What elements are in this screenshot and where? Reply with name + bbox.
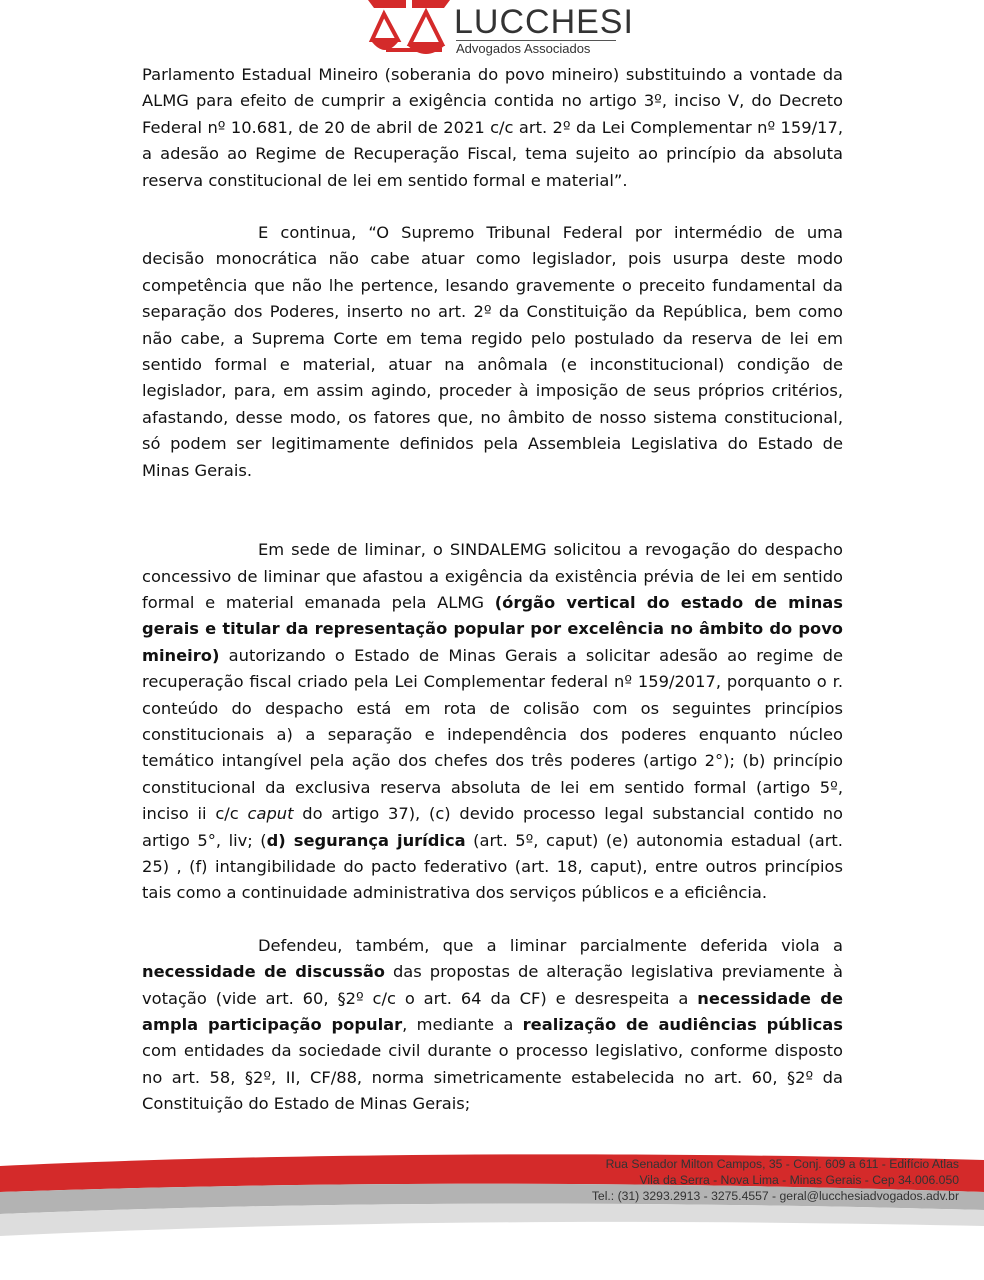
paragraph-4 (142, 933, 843, 1118)
footer-address-line-1: Rua Senador Milton Campos, 35 - Conj. 609 a 611 - Edifício Atlas (605, 1157, 959, 1171)
paragraph-1 (142, 62, 843, 194)
logo-subtitle: Advogados Associados (456, 40, 616, 56)
paragraph-3-italic-1: caput (247, 804, 294, 824)
document-body (142, 62, 843, 1118)
logo-wordmark: LUCCHESI (454, 3, 634, 41)
paragraph-4-bold-2: necessidade de ampla participação popular (142, 988, 843, 1034)
paragraph-3-bold-1: (órgão vertical do estado de minas gerais e titular da representação popular por excelência no âmbito do povo mineiro) (142, 592, 843, 665)
paragraph-2 (142, 220, 843, 484)
paragraph-3 (142, 537, 843, 907)
paragraph-2-text: E continua, “O Supremo Tribunal Federal por intermédio de uma decisão monocrática não cabe atuar como legislador, pois usurpa deste modo competência que não lhe pertence, lesando gravemente o preceito fundamental da separação dos Poderes, inserto no art. 2º da Constituição da República, bem como não cabe, a Suprema Corte em tema regido pelo postulado da reserva de lei em sentido formal e material, atuar na anômala (e inconstitucional) condição de legislador, para, em assim agindo, proceder à imposição de seus próprios critérios, afastando, desse modo, os fatores que, no âmbito de nosso sistema constitucional, só podem ser legitimamente definidos pela Assembleia Legislativa do Estado de Minas Gerais. (142, 223, 843, 480)
paragraph-3-text-3: do artigo 37), (c) devido processo legal substancial contido no artigo 5°, liv; ( (142, 804, 843, 850)
paragraph-3-text-4: (art. 5º, caput) (e) autonomia estadual (art. 25) , (f) intangibilidade do pacto federativo (art. 18, caput), entre outros princípios tais como a continuidade administrativa dos serviços públicos e a eficiência. (142, 830, 843, 903)
paragraph-4-text-2: das propostas de alteração legislativa previamente à votação (vide art. 60, §2º c/c o art. 64 da CF) e desrespeita a (142, 962, 843, 1008)
paragraph-4-text-4: com entidades da sociedade civil durante o processo legislativo, conforme disposto no art. 58, §2º, II, CF/88, norma simetricamente estabelecida no art. 60, §2º da Constituição do Estado de Minas Gerais; (142, 1041, 843, 1114)
paragraph-3-text-2: autorizando o Estado de Minas Gerais a solicitar adesão ao regime de recuperação fiscal criado pela Lei Complementar federal nº 159/2017, porquanto o r. conteúdo do despacho está em rota de colisão com os seguintes princípios constitucionais a) a separação e independência dos poderes enquanto núcleo temático intangível pela ação dos chefes dos três poderes (artigo 2°); (b) princípio constitucional da exclusiva reserva absoluta de lei em sentido formal (artigo 5º, inciso ii c/c (142, 645, 843, 824)
paragraph-4-bold-1: necessidade de discussão (142, 962, 385, 982)
footer-address (592, 1156, 959, 1204)
footer-contact-line: Tel.: (31) 3293.2913 - 3275.4557 - geral@lucchesiadvogados.adv.br (591, 1189, 959, 1203)
footer-address-line-2: Vila da Serra - Nova Lima - Minas Gerais - Cep 34.006.050 (639, 1173, 959, 1187)
paragraph-4-bold-3: realização de audiências públicas (522, 1015, 843, 1034)
company-logo (366, 0, 634, 60)
scales-of-justice-logo-icon (366, 0, 452, 58)
letterhead-header (0, 0, 984, 62)
paragraph-4-text: Defendeu, também, que a liminar parcialmente deferida viola a (258, 935, 843, 955)
paragraph-3-bold-2: d) segurança jurídica (266, 830, 466, 850)
paragraph-4-text-3: , mediante a (402, 1015, 523, 1034)
paragraph-3-text: Em sede de liminar, o SINDALEMG solicitou a revogação do despacho concessivo de liminar que afastou a exigência da existência prévia de lei em sentido formal e material emanada pela ALMG (142, 540, 843, 612)
paragraph-1-text: Parlamento Estadual Mineiro (soberania do povo mineiro) substituindo a vontade da ALMG para efeito de cumprir a exigência contida no artigo 3º, inciso V, do Decreto Federal nº 10.681, de 20 de abril de 2021 c/c art. 2º da Lei Complementar nº 159/17, a adesão ao Regime de Recuperação Fiscal, tema sujeito ao princípio da absoluta reserva constitucional de lei em sentido formal e material”. (142, 65, 843, 190)
